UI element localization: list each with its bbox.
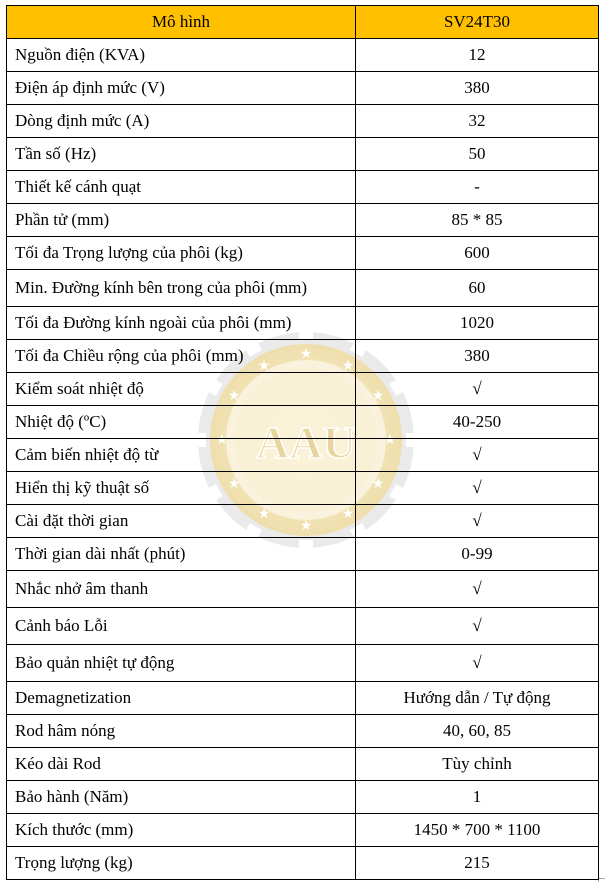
- table-row: [7, 171, 599, 204]
- spec-label: Cài đặt thời gian: [7, 505, 356, 538]
- spec-label: Demagnetization: [7, 682, 356, 715]
- spec-label: Tối đa Trọng lượng của phôi (kg): [7, 237, 356, 270]
- spec-value: 1020: [356, 307, 599, 340]
- spec-value: 40-250: [356, 406, 599, 439]
- spec-label: Min. Đường kính bên trong của phôi (mm): [7, 270, 356, 307]
- table-row: [7, 204, 599, 237]
- spec-value: √: [356, 505, 599, 538]
- table-row: [7, 571, 599, 608]
- spec-label: Kéo dài Rod: [7, 748, 356, 781]
- table-row: [7, 847, 599, 880]
- spec-label: Cảnh báo Lỗi: [7, 608, 356, 645]
- spec-label: Dòng định mức (A): [7, 105, 356, 138]
- svg-text:★: ★: [341, 358, 355, 374]
- spec-value: √: [356, 439, 599, 472]
- svg-text:★: ★: [227, 476, 241, 492]
- spec-label: Cảm biến nhiệt độ từ: [7, 439, 356, 472]
- table-row: [7, 270, 599, 307]
- spec-label: Trọng lượng (kg): [7, 847, 356, 880]
- table-row: [7, 105, 599, 138]
- spec-label: Tần số (Hz): [7, 138, 356, 171]
- svg-text:★: ★: [371, 476, 385, 492]
- spec-value: -: [356, 171, 599, 204]
- svg-text:★: ★: [383, 432, 397, 448]
- table-row: [7, 138, 599, 171]
- svg-text:★: ★: [257, 358, 271, 374]
- svg-text:★: ★: [299, 346, 313, 362]
- table-row: [7, 814, 599, 847]
- spec-value: 380: [356, 340, 599, 373]
- table-row: [7, 715, 599, 748]
- svg-text:★: ★: [371, 388, 385, 404]
- table-row: [7, 472, 599, 505]
- spec-value: √: [356, 608, 599, 645]
- table-row: [7, 538, 599, 571]
- header-label: Mô hình: [7, 6, 356, 39]
- table-row: [7, 505, 599, 538]
- table-row: [7, 439, 599, 472]
- spec-label: Phần tử (mm): [7, 204, 356, 237]
- spec-value: Tùy chỉnh: [356, 748, 599, 781]
- table-row: [7, 781, 599, 814]
- table-row: [7, 682, 599, 715]
- header-row: [7, 6, 599, 39]
- svg-text:★: ★: [215, 432, 229, 448]
- table-row: [7, 237, 599, 270]
- spec-value: 12: [356, 39, 599, 72]
- spec-label: Kiểm soát nhiệt độ: [7, 373, 356, 406]
- spec-label: Bảo quản nhiệt tự động: [7, 645, 356, 682]
- spec-value: 600: [356, 237, 599, 270]
- svg-text:★: ★: [257, 506, 271, 522]
- spec-label: Tối đa Đường kính ngoài của phôi (mm): [7, 307, 356, 340]
- spec-value: 50: [356, 138, 599, 171]
- spec-label: Bảo hành (Năm): [7, 781, 356, 814]
- spec-value: 0-99: [356, 538, 599, 571]
- table-row: [7, 39, 599, 72]
- table-row: [7, 608, 599, 645]
- page-corner-mark: [598, 878, 605, 882]
- svg-text:AAU: AAU: [256, 417, 356, 468]
- table-row: [7, 645, 599, 682]
- spec-value: 1: [356, 781, 599, 814]
- spec-value: 85 * 85: [356, 204, 599, 237]
- spec-label: Kích thước (mm): [7, 814, 356, 847]
- spec-label: Thiết kế cánh quạt: [7, 171, 356, 204]
- spec-table: [6, 5, 599, 880]
- spec-value: 1450 * 700 * 1100: [356, 814, 599, 847]
- spec-value: 60: [356, 270, 599, 307]
- spec-label: Nhiệt độ (ºC): [7, 406, 356, 439]
- header-model: SV24T30: [356, 6, 599, 39]
- table-row: [7, 340, 599, 373]
- svg-text:★: ★: [341, 506, 355, 522]
- spec-value: 40, 60, 85: [356, 715, 599, 748]
- svg-text:★: ★: [227, 388, 241, 404]
- spec-value: √: [356, 571, 599, 608]
- table-row: [7, 406, 599, 439]
- spec-label: Tối đa Chiều rộng của phôi (mm): [7, 340, 356, 373]
- spec-value: √: [356, 472, 599, 505]
- table-row: [7, 373, 599, 406]
- spec-label: Nhắc nhở âm thanh: [7, 571, 356, 608]
- spec-label: Rod hâm nóng: [7, 715, 356, 748]
- spec-value: Hướng dẫn / Tự động: [356, 682, 599, 715]
- spec-value: 380: [356, 72, 599, 105]
- spec-label: Thời gian dài nhất (phút): [7, 538, 356, 571]
- table-row: [7, 307, 599, 340]
- table-row: [7, 748, 599, 781]
- svg-text:★: ★: [299, 518, 313, 534]
- table-row: [7, 72, 599, 105]
- spec-label: Nguồn điện (KVA): [7, 39, 356, 72]
- spec-label: Hiển thị kỹ thuật số: [7, 472, 356, 505]
- spec-label: Điện áp định mức (V): [7, 72, 356, 105]
- spec-value: √: [356, 373, 599, 406]
- spec-value: 32: [356, 105, 599, 138]
- spec-value: √: [356, 645, 599, 682]
- spec-value: 215: [356, 847, 599, 880]
